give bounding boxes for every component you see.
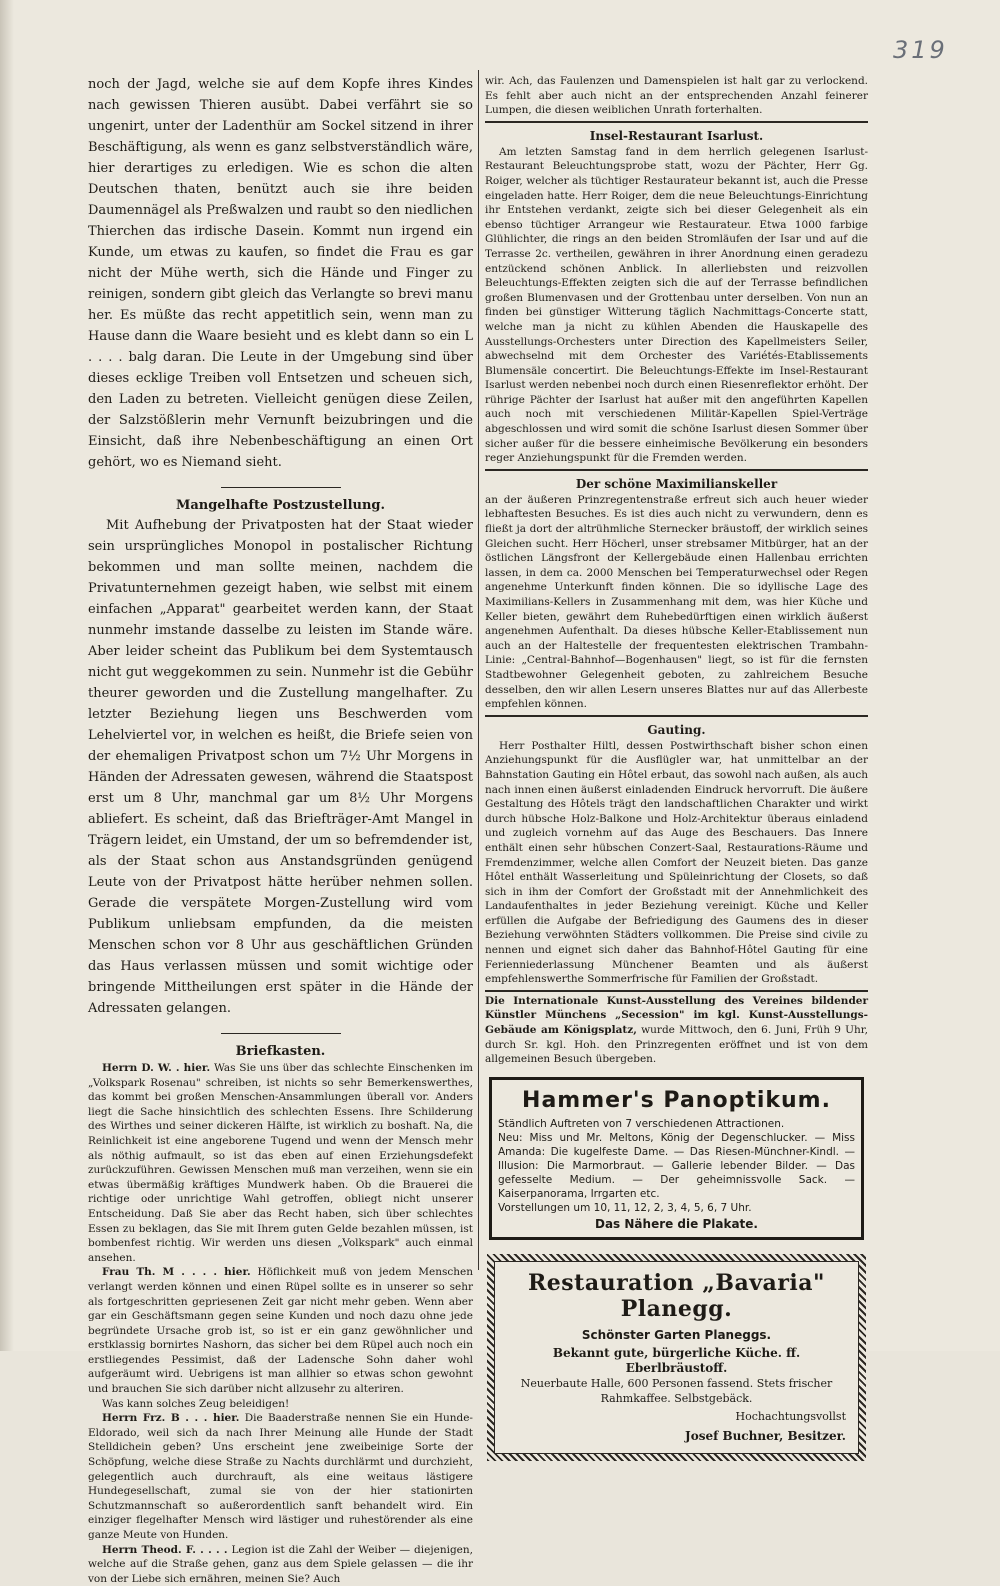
ad-bavaria-inner [494, 1261, 859, 1454]
letter-1 [88, 1061, 473, 1265]
kunstausstellung-bold: Die Internationale Kunst-Ausstellung des Vereines bildender Künstler Münchens „Secession" im kgl. Kunst-Ausstellungs-Gebäude am Königsplatz, [485, 994, 868, 1037]
heading-briefkasten: Briefkasten. [235, 1044, 326, 1059]
gauting-paragraph: Herr Posthalter Hiltl, dessen Postwirthschaft bisher schon einen Anziehungspunkt für die Ausflügler war, hat unmittelbar an der Bahnstation Gauting ein Hôtel erbaut, das sowohl nach außen, als auch nach innen einen äußerst einladenden Eindruck hervorruft. Die äußere Gestaltung des Hôtels trägt den landschaftlichen Charakter und wirkt durch hübsche Holz-Balkone und Holz-Architektur überaus einladend und zugleich vornehm auf das Auge des Beschauers. Das Innere enthält einen sehr hübschen Conzert-Saal, Restaurations-Räume und Fremdenzimmer, welche allen Comfort der Neuzeit bieten. Das ganze Hôtel enthält Wasserleitung und Spüleinrichtung der Closets, so daß sich in ihm der Comfort der Großstadt mit der Annehmlichkeit des Landaufenthaltes in jeder Beziehung vereinigt. Küche und Keller erfüllen die Aufgabe der Befriedigung des Gaumens des in dieser Beziehung verwöhnten Städters vollkommen. Die Preise sind civile zu nennen und eignet sich daher das Bahnhof-Hôtel Gauting für eine Ferienniederlassung Münchener Beamten und als äußerst empfehlenswerthe Sommerfrische für Familien der Großstadt. [485, 739, 868, 986]
section-divider [221, 1033, 341, 1034]
letter-1-recipient: Herrn D. W. . hier. [102, 1062, 211, 1074]
ad-panoptikum-times: Vorstellungen um 10, 11, 12, 2, 3, 4, 5, 6, 7 Uhr. [498, 1201, 752, 1214]
letter-3-text: Die Baaderstraße nennen Sie ein Hunde-Eldorado, weil sich da nach Ihrer Meinung alle Hunde der Stadt Stelldichein geben? Uns erscheint jene zweibeinige Sorte der Schöpfung, welche diese Straße zu Nachts durchlärmt und durchzieht, gelegentlich auch durchrauft, als eine weitaus lästigere Hundegesellschaft, zumal sie von der hier stationirten Schutzmannschaft so außerordentlich sanft behandelt wird. Ein einziger flegelhafter Mensch wird lästiger und ruhestörender als eine ganze Meute von Hunden. [88, 1412, 473, 1541]
heading-postzustellung: Mangelhafte Postzustellung. [175, 498, 386, 513]
rule [485, 469, 868, 471]
letter-2-end: Was kann solches Zeug beleidigen! [102, 1397, 290, 1410]
letter-4-text: Legion ist die Zahl der Weiber — diejenigen, welche auf die Straße gehen, ganz aus dem Spiele gelassen — die ihr von der Liebe sich ernähren, meinen Sie? Auch [88, 1543, 473, 1585]
rule [485, 715, 868, 717]
ad-bavaria-subtitle: Schönster Garten Planeggs. [581, 1327, 772, 1342]
heading-maximilianskeller: Der schöne Maximilianskeller [575, 476, 778, 491]
letter-4 [88, 1543, 473, 1586]
letter-2 [88, 1265, 473, 1396]
letter-2-text: Höflichkeit muß von jedem Menschen verlangt werden können und einen Rüpel sollte es in unserer so sehr als fortgeschritten gepriesenen Zeit gar nicht mehr geben. Wenn aber gar ein Geschäftsmann gegen seine Kunden und noch dazu ohne jede begründete Ursache grob ist, so ist er ein ganz gewöhnlicher und erstklassig bornirtes Nashorn, das sicher bei dem Rüpel auch noch ein erstliegendes Pessimist, daß der Ladensche Sohn daher wohl aufgeräumt wird. Uebrigens ist man allhier so etwas schon gewohnt und brauchen Sie sich darüber nicht allzusehr zu alteriren. [88, 1266, 473, 1396]
letter-3-recipient: Herrn Frz. B . . . hier. [102, 1412, 240, 1425]
ad-bavaria-line2: Neuerbaute Halle, 600 Personen fassend. Stets frischer Rahmkaffee. Selbstgebäck. [520, 1376, 833, 1405]
ad-panoptikum-line1: Ständlich Auftreten von 7 verschiedenen Attractionen. [498, 1117, 785, 1130]
heading-gauting: Gauting. [647, 722, 706, 737]
ad-restauration-bavaria [487, 1254, 866, 1461]
page-number: 319 [893, 36, 948, 64]
kunstausstellung-text: wurde Mittwoch, den 6. Juni, Früh 9 Uhr, durch Sr. kgl. Hoh. den Prinzregenten eröffnet und ist von dem allgemeinen Besuch übergeben. [485, 1024, 868, 1066]
ad-bavaria-signature-text: Josef Buchner, Besitzer. [685, 1428, 846, 1443]
ad-bavaria-greeting: Hochachtungsvollst [735, 1409, 846, 1423]
column-rule [478, 70, 479, 1270]
right-column [485, 74, 868, 1443]
ad-panoptikum-footer: Das Nähere die Plakate. [595, 1216, 758, 1231]
rule [485, 990, 868, 992]
maximilianskeller-paragraph: an der äußeren Prinzregentenstraße erfreut sich auch heuer wieder lebhaftesten Besuches. Es ist dies auch nicht zu verwundern, denn es fließt ja dort der altrühmliche Sternecker bräustoff, der wirklich seines Gleichen sucht. Herr Höcherl, unser strebsamer Mitbürger, hat an der östlichen Längsfront der Kellergebäude einen Hallenbau errichten lassen, in dem ca. 2000 Menschen bei Temperaturwechsel oder Regen angenehme Unterkunft finden können. Die so idyllische Lage des Maximilians-Kellers in Zusammenhang mit dem, was hier Küche und Keller bieten, gewährt dem Ruhebedürftigen einen wirklich äußerst angenehmen Aufenthalt. Da dieses hübsche Keller-Etablissement nun auch an der Haltestelle der frequentesten elektrischen Trambahn-Linie: „Central-Bahnhof—Bogenhausen" liegt, so ist für die fernsten Stadtbewohner Gelegenheit geboten, zu zahlreichem Besuche desselben, den wir allen Lesern unseres Blattes nur auf das Allerbeste empfehlen können. [485, 493, 868, 711]
ad-bavaria-signature [507, 1429, 846, 1443]
postzustellung-paragraph: Mit Aufhebung der Privatposten hat der Staat wieder sein ursprüngliches Monopol in postalischer Richtung bekommen und man sollte meinen, nachdem die Privatunternehmen gezeigt haben, wie selbst mit einem einfachen „Apparat" gearbeitet werden kann, der Staat nunmehr imstande dasselbe zu leisten im Stande wäre. Aber leider scheint das Publikum bei dem Systemtausch nicht gut weggekommen zu sein. Nunmehr ist die Gebühr theurer geworden und die Zustellung mangelhafter. Zu letzter Beziehung liegen uns Beschwerden vom Lehelviertel vor, in welchen es heißt, die Briefe seien von der ehemaligen Privatpost schon um 7½ Uhr Morgens in Händen der Adressaten gewesen, während die Staatspost erst um 8 Uhr, manchmal gar um 8½ Uhr Morgens abliefert. Es scheint, daß das Briefträger-Amt Mangel in Trägern leidet, ein Umstand, der um so befremdender ist, als der Staat schon aus Anstandsgründen genügend Leute von der Privatpost hätte herüber nehmen sollen. Gerade die verspätete Morgen-Zustellung wird vom Publikum unliebsam empfunden, da die meisten Menschen schon vor 8 Uhr aus geschäftlichen Gründen das Haus verlassen müssen und somit wichtige oder bringende Mittheilungen erst später in die Hände der Adressaten gelangen. [88, 518, 473, 1016]
ad-panoptikum-attractions: Neu: Miss und Mr. Meltons, König der Degenschlucker. — Miss Amanda: Die kugelfeste Dame. — Das Riesen-Münchner-Kindl. — Illusion: Die Marmorbraut. — Gallerie lebender Bilder. — Das gefesselte Medium. — Der geheimnissvolle Sack. — Kaiserpanorama, Irrgarten etc. [498, 1131, 855, 1200]
letter-1-text: Was Sie uns über das schlechte Einschenken im „Volkspark Rosenau" schreiben, ist nichts so sehr Bemerkenswerthes, das kommt bei großen Menschen-Ansammlungen überall vor. Anders liegt die Sache hinsichtlich des schlechten Essens. Ihre Schilderung des Wirthes und seiner dickeren Hälfte, ist wirklich zu boshaft. Na, die Reinlichkeit ist eine angeborene Tugend und wenn der Mensch mehr als nöthig aufmault, so ist das eben auf einen Erziehungsdefekt zurückzuführen. Gewissen Menschen muß man verzeihen, wenn sie ein etwas übermäßig kräftiges Mundwerk haben. Ob die Brauerei die richtige oder unrichtige Wahl getroffen, obliegt nicht unserer Entscheidung. Daß Sie aber das Recht haben, sich über schlechtes Essen zu beklagen, das Sie mit Ihrem guten Gelde bezahlen müssen, ist bombenfest richtig. Wir werden uns diesen „Volkspark" auch einmal ansehen. [88, 1062, 473, 1264]
rule [485, 121, 868, 123]
ad-panoptikum-title: Hammer's Panoptikum. [522, 1087, 831, 1113]
continuation-paragraph: wir. Ach, das Faulenzen und Damenspielen ist halt gar zu verlockend. Es fehlt aber auch nicht an der entsprechenden Anzahl feinerer Lumpen, die diesen weiblichen Unrath forterhalten. [485, 75, 868, 117]
section-divider [221, 487, 341, 488]
left-column [88, 74, 473, 1585]
letter-2-recipient: Frau Th. M . . . . hier. [102, 1266, 251, 1279]
kunstausstellung-paragraph [485, 994, 868, 1067]
ad-bavaria-title: Restauration „Bavaria" Planegg. [528, 1269, 825, 1322]
letter-3 [88, 1411, 473, 1542]
page-fold-shadow [0, 0, 14, 1351]
insel-restaurant-paragraph: Am letzten Samstag fand in dem herrlich gelegenen Isarlust-Restaurant Beleuchtungsprobe statt, wozu der Pächter, Herr Gg. Roiger, welcher als tüchtiger Restaurateur bekannt ist, auch die Presse eingeladen hatte. Herr Roiger, dem die neue Beleuchtungs-Einrichtung ihr Entstehen verdankt, zeigte sich bei dieser Gelegenheit als ein ebenso tüchtiger Arrangeur wie Restaurateur. Etwa 1000 farbige Glühlichter, die rings an den beiden Stromläufen der Isar und auf die Terrasse 2c. vertheilen, gewähren in ihrer Anordnung einen geradezu entzückend schönen Anblick. In allerliebsten und reizvollen Beleuchtungs-Effekten zeigten sich die auf der Terrasse befindlichen großen Blumenvasen und der Grottenbau unter derselben. Von nun an finden bei günstiger Witterung täglich Nachmittags-Concerte statt, welche man ja nicht zu kühlen Abenden die Hauskapelle des Ausstellungs-Orchesters unter Direction des Kapellmeisters Seiler, abwechselnd mit dem Orchester des Variétés-Etablissements Blumensäle concertirt. Die Beleuchtungs-Effekte im Insel-Restaurant Isarlust werden nebenbei noch durch einen Riesenreflektor erhöht. Der rührige Pächter der Isarlust hat außer mit den angeführten Kapellen auch noch mit verschiedenen Militär-Kapellen Spiel-Verträge abgeschlossen und wird somit die schöne Isarlust diesen Sommer über sicher außer für die bessere einheimische Bevölkerung ein besonders reger Anziehungspunkt für die Fremden werden. [485, 145, 868, 465]
intro-paragraph: noch der Jagd, welche sie auf dem Kopfe ihres Kindes nach gewissen Thieren ausübt. Dabei verfährt sie so ungenirt, unter der Ladenthür am Sockel sitzend in ihrer Beschäftigung, als wenn es ganz selbstverständlich wäre, hier derartiges zu erledigen. Wie es schon die alten Deutschen thaten, benützt auch sie ihre beiden Daumennägel als Preßwalzen und raubt so den niedlichen Thierchen das irdische Dasein. Kommt nun irgend ein Kunde, um etwas zu kaufen, so findet die Frau es gar nicht der Mühe werth, sich die Hände und Finger zu reinigen, sondern gibt gleich das Verlangte so brevi manu her. Es müßte das recht appetitlich sein, wenn man zu Hause dann die Waare besieht und es klebt dann so ein L . . . . balg daran. Die Leute in der Umgebung sind über dieses ecklige Treiben voll Entsetzen und scheuen sich, den Laden zu betreten. Vielleicht genügen diese Zeilen, der Salzstößlerin mehr Vernunft beizubringen und die Einsicht, daß ihre Nebenbeschäftigung an einen Ort gehört, wo es Niemand sieht. [88, 77, 473, 470]
letter-4-recipient: Herrn Theod. F. . . . . [102, 1543, 228, 1556]
ad-hammers-panoptikum [489, 1077, 864, 1240]
ad-bavaria-line1 [507, 1346, 846, 1376]
ad-bavaria-line1-text: Bekannt gute, bürgerliche Küche. ff. Eberlbräustoff. [552, 1345, 801, 1375]
heading-insel-restaurant: Insel-Restaurant Isarlust. [589, 128, 764, 143]
